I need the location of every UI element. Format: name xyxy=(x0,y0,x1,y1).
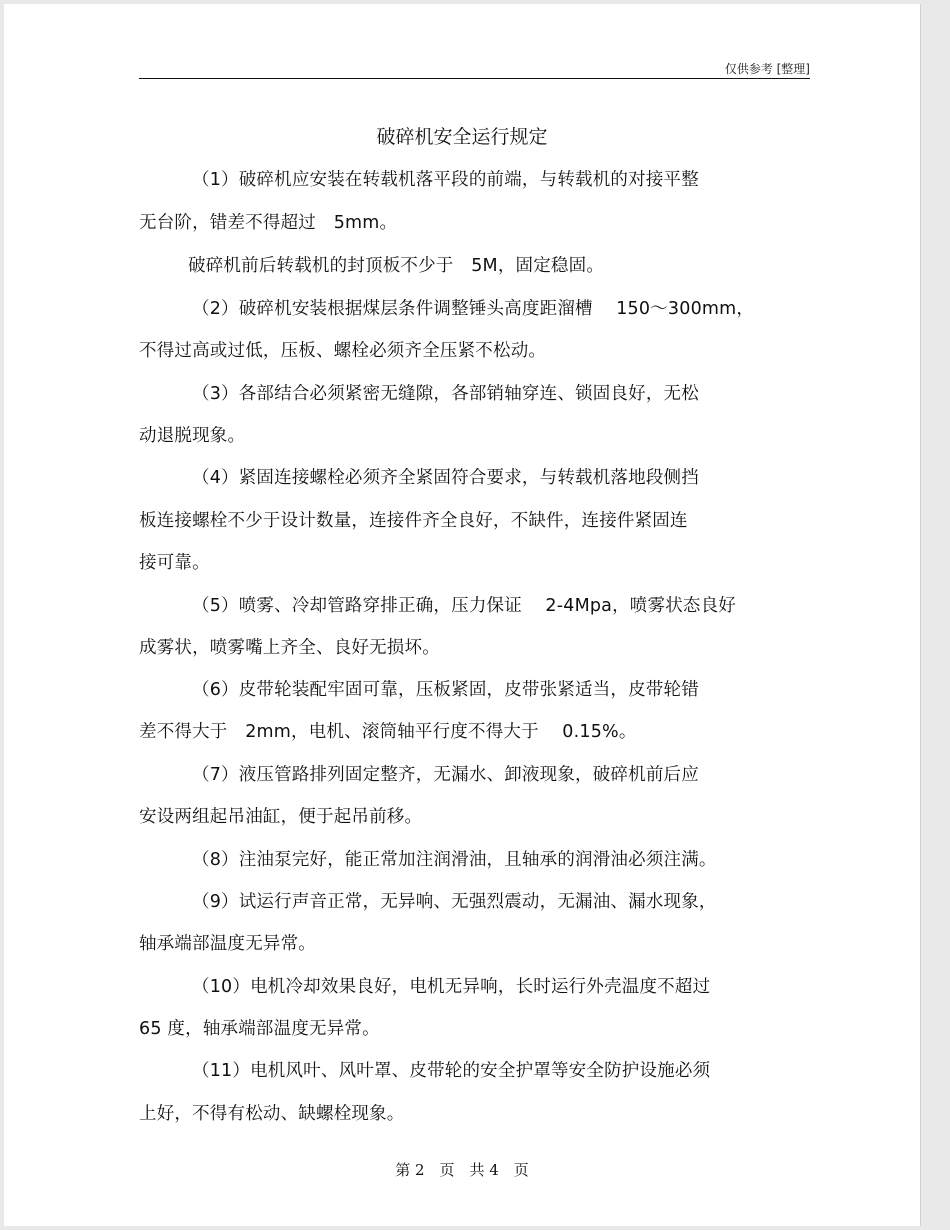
body-line: （10）电机冷却效果良好，电机无异响，长时运行外壳温度不超过 xyxy=(192,977,711,997)
document-page xyxy=(4,4,921,1226)
body-line: 成雾状，喷雾嘴上齐全、良好无损坏。 xyxy=(139,638,440,658)
header-note: 仅供参考 [整理] xyxy=(724,62,810,76)
body-line: 接可靠。 xyxy=(139,553,210,573)
body-line: （1）破碎机应安装在转载机落平段的前端，与转载机的对接平整 xyxy=(192,170,699,190)
body-line: （7）液压管路排列固定整齐，无漏水、卸液现象，破碎机前后应 xyxy=(192,765,699,785)
body-line: 安设两组起吊油缸，便于起吊前移。 xyxy=(139,807,423,827)
header-rule xyxy=(139,78,810,79)
body-line: 板连接螺栓不少于设计数量，连接件齐全良好，不缺件，连接件紧固连 xyxy=(139,511,688,531)
document-title: 破碎机安全运行规定 xyxy=(376,126,548,148)
body-line: 轴承端部温度无异常。 xyxy=(139,934,316,954)
body-line: 差不得大于 2mm，电机、滚筒轴平行度不得大于 0.15%。 xyxy=(139,722,637,742)
body-line: （2）破碎机安装根据煤层条件调整锤头高度距溜槽 150～300mm， xyxy=(192,299,755,319)
body-line: 65 度，轴承端部温度无异常。 xyxy=(139,1019,380,1039)
body-line: 不得过高或过低，压板、螺栓必须齐全压紧不松动。 xyxy=(139,341,547,361)
body-line: （3）各部结合必须紧密无缝隙，各部销轴穿连、锁固良好，无松 xyxy=(192,384,699,404)
body-line: 动退脱现象。 xyxy=(139,426,246,446)
body-line: 无台阶，错差不得超过 5mm。 xyxy=(139,213,398,233)
body-line: （11）电机风叶、风叶罩、皮带轮的安全护罩等安全防护设施必须 xyxy=(192,1061,711,1081)
body-line: 破碎机前后转载机的封顶板不少于 5M，固定稳固。 xyxy=(188,256,605,276)
body-line: 上好，不得有松动、缺螺栓现象。 xyxy=(139,1104,405,1124)
body-line: （4）紧固连接螺栓必须齐全紧固符合要求，与转载机落地段侧挡 xyxy=(192,468,699,488)
body-line: （5）喷雾、冷却管路穿排正确，压力保证 2-4Mpa，喷雾状态良好 xyxy=(192,596,737,616)
page-number: 第 2 页 共 4 页 xyxy=(395,1161,529,1179)
body-line: （8）注油泵完好，能正常加注润滑油，且轴承的润滑油必须注满。 xyxy=(192,850,717,870)
body-line: （6）皮带轮装配牢固可靠，压板紧固，皮带张紧适当，皮带轮错 xyxy=(192,680,699,700)
body-line: （9）试运行声音正常，无异响、无强烈震动，无漏油、漏水现象， xyxy=(192,892,717,912)
